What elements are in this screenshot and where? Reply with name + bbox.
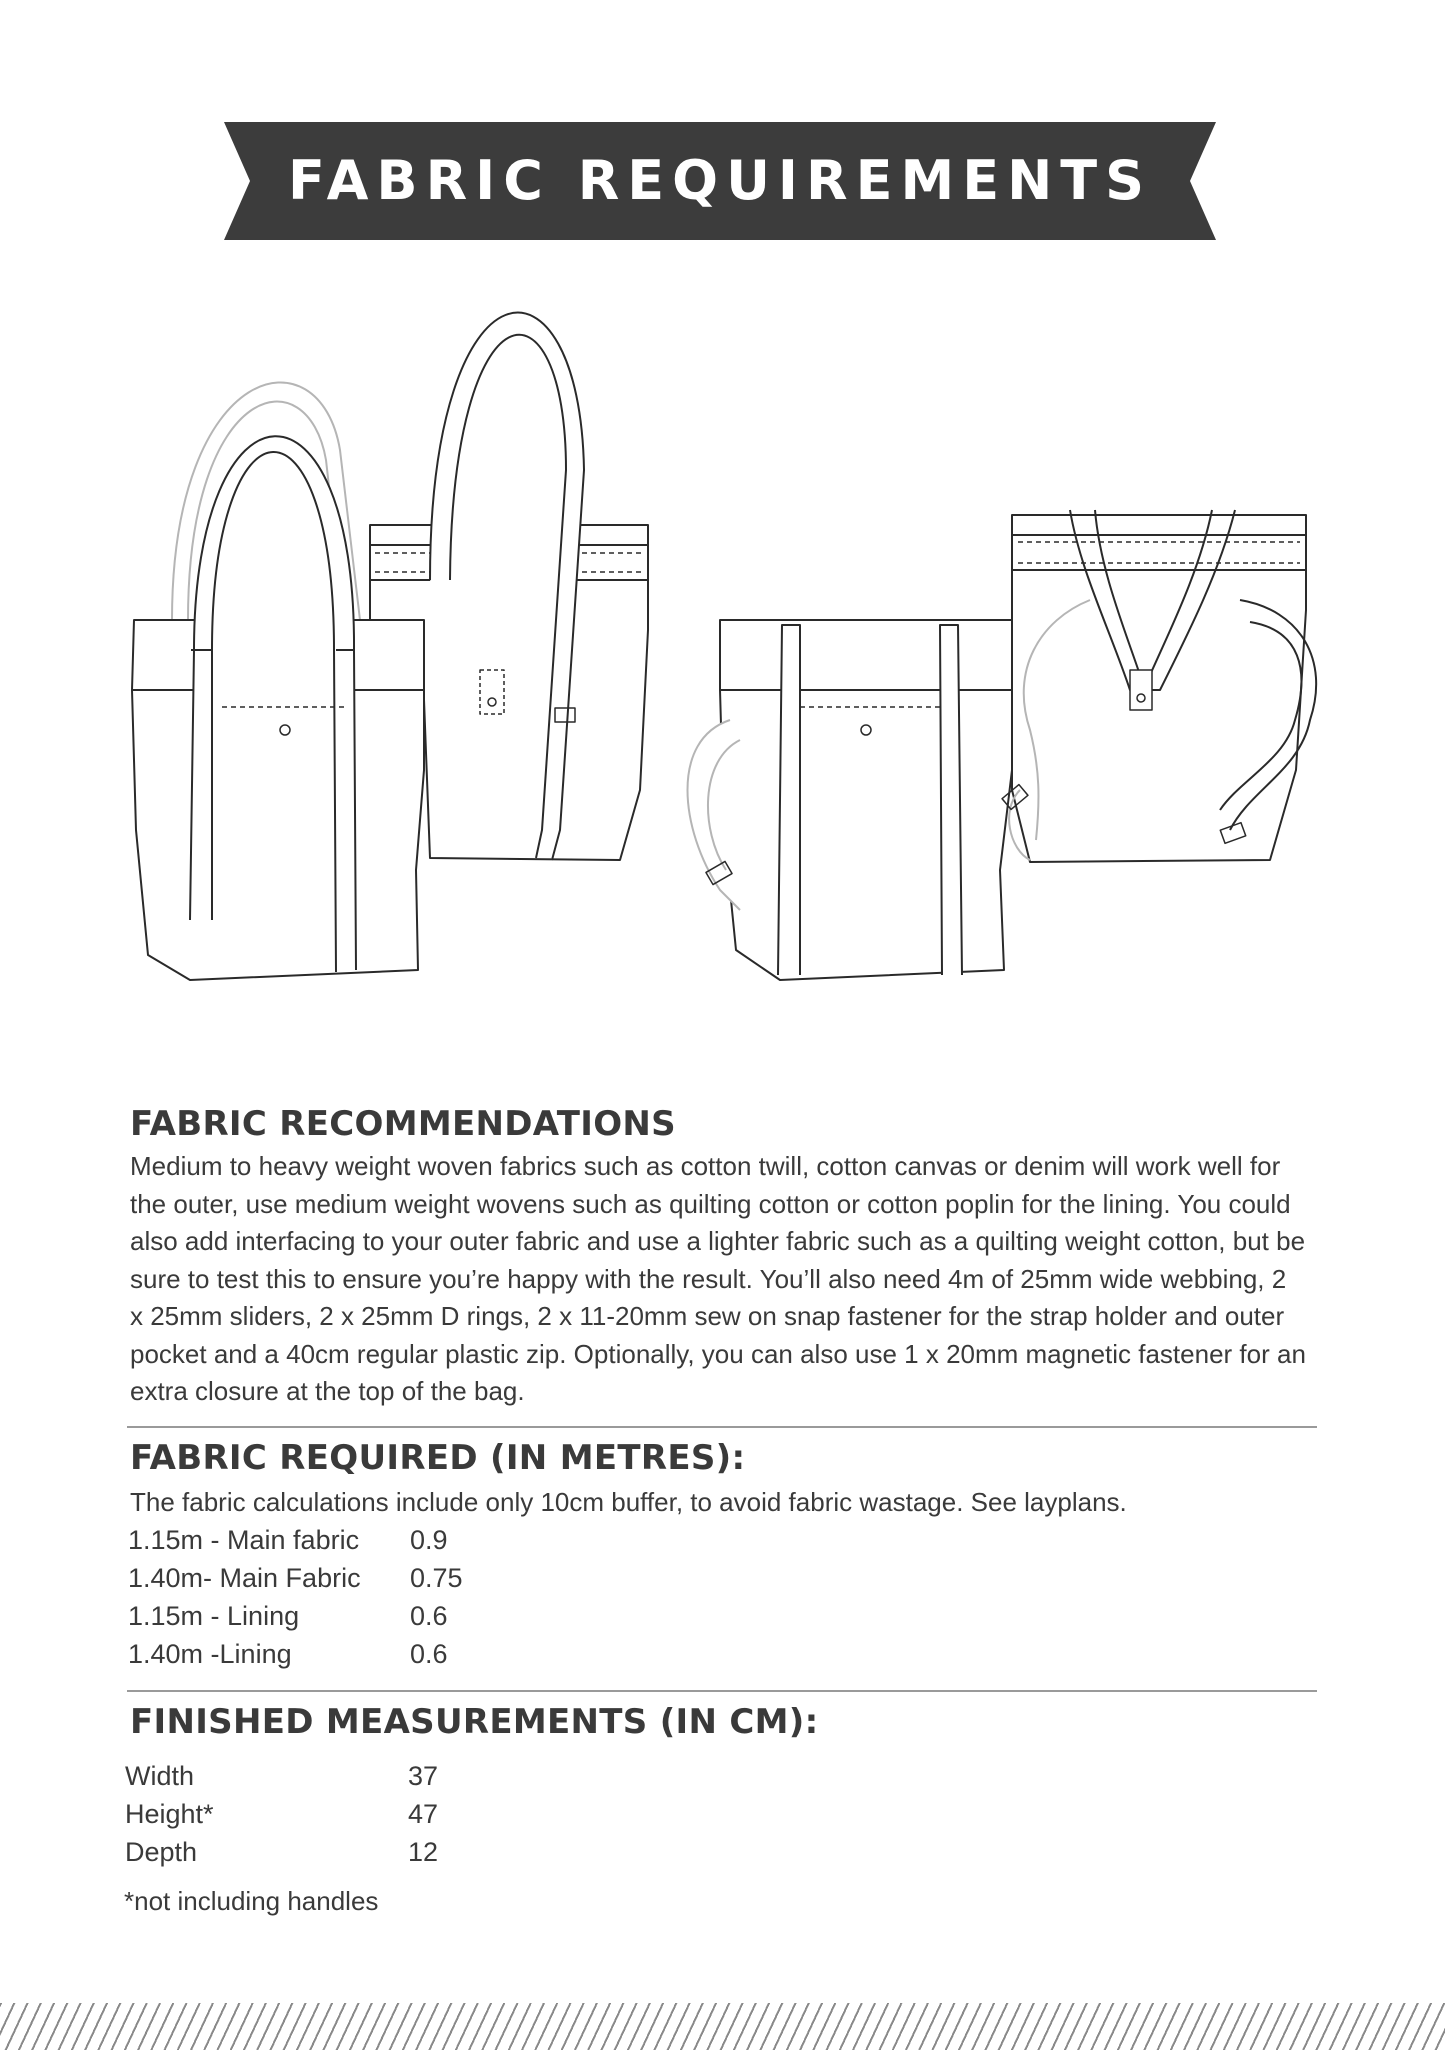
row-value: 37 <box>408 1761 439 1791</box>
backpack-front-drawing <box>688 620 1013 980</box>
tote-front-drawing <box>132 382 424 980</box>
bag-illustrations <box>0 270 1445 1030</box>
row-value: 0.75 <box>410 1563 463 1593</box>
row-value: 0.6 <box>410 1601 448 1631</box>
row-label: 1.15m - Main fabric <box>128 1525 360 1555</box>
row-label: Width <box>125 1761 195 1791</box>
row-label: 1.40m -Lining <box>128 1639 292 1669</box>
divider <box>127 1690 1317 1692</box>
text-line: also add interfacing to your outer fabric and use a lighter fabric such as a quilting weight cotton, but be <box>130 1226 1306 1256</box>
page-title: FABRIC REQUIREMENTS <box>287 149 1153 212</box>
row-value: 0.9 <box>410 1525 448 1555</box>
row-label: 1.40m- Main Fabric <box>128 1563 361 1593</box>
row-label: 1.15m - Lining <box>128 1601 300 1631</box>
text-line: pocket and a 40cm regular plastic zip. Optionally, you can also use 1 x 20mm magnetic fastener for an <box>130 1338 1306 1369</box>
text-line: Medium to heavy weight woven fabrics such as cotton twill, cotton canvas or denim will work well for <box>130 1151 1281 1181</box>
finished-heading: FINISHED MEASUREMENTS (IN CM): <box>130 1702 819 1742</box>
text-line: sure to test this to ensure you’re happy with the result. You’ll also need 4m of 25mm wide webbing, 2 <box>130 1263 1287 1294</box>
required-heading: FABRIC REQUIRED (IN METRES): <box>130 1438 746 1478</box>
row-label: Depth <box>125 1837 198 1867</box>
title-banner <box>224 122 1216 240</box>
text-line: extra closure at the top of the bag. <box>130 1376 525 1406</box>
backpack-back-drawing <box>1002 510 1316 862</box>
footnote: *not including handles <box>124 1886 379 1916</box>
row-value: 12 <box>408 1837 439 1867</box>
divider <box>127 1426 1317 1428</box>
text-line: x 25mm sliders, 2 x 25mm D rings, 2 x 11-20mm sew on snap fastener for the strap holder and outer <box>130 1301 1285 1331</box>
required-note: The fabric calculations include only 10cm buffer, to avoid fabric wastage. See layplans. <box>130 1487 1127 1517</box>
decorative-stripe-band <box>0 2003 1445 2050</box>
row-value: 47 <box>408 1799 439 1829</box>
row-value: 0.6 <box>410 1639 448 1669</box>
row-label: Height* <box>125 1799 214 1829</box>
text-line: the outer, use medium weight wovens such as quilting cotton or cotton poplin for the lining. You could <box>130 1188 1291 1219</box>
recommendations-text <box>130 1148 1310 1411</box>
recommendations-heading: FABRIC RECOMMENDATIONS <box>130 1104 676 1144</box>
